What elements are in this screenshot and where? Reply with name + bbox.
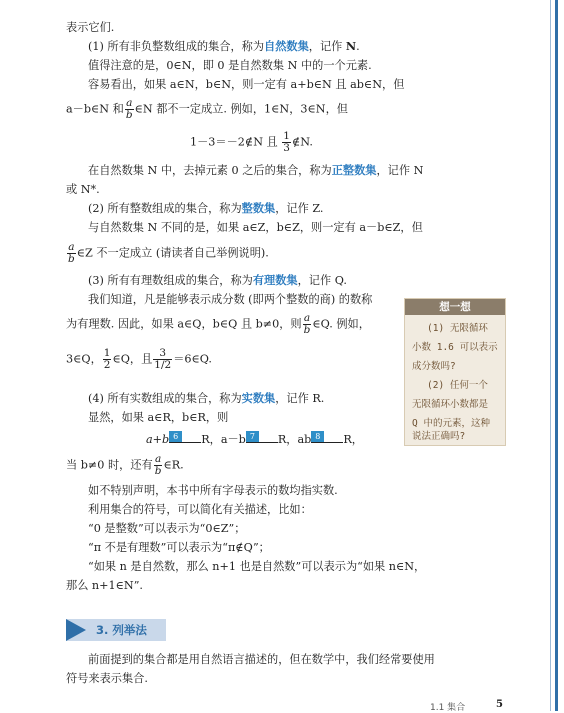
sidebar-line: 成分数吗?: [412, 361, 456, 372]
page-number: 5: [496, 699, 503, 710]
text-line: 那么 n+1∈N”.: [66, 579, 143, 592]
fraction: $\frac{a}{b}$: [303, 312, 311, 336]
fraction: $\frac{3}{1/2}$: [154, 347, 172, 371]
fraction: $\frac{1}{2}$: [103, 347, 111, 371]
fraction: $\frac{a}{b}$: [68, 241, 75, 265]
sidebar-line: 无限循环小数都是: [412, 399, 489, 410]
answer-blank[interactable]: [169, 430, 201, 443]
text-line: 值得注意的是，0∈N，即 0 是自然数集 N 中的一个元素.: [88, 59, 372, 72]
text-line: 为有理数. 因此，如果 a∈Q，b∈Q 且 b≠0，则 $\frac{a}{b}$ ∈Q. 例如，: [66, 312, 370, 336]
sidebar-line: (2) 任何一个: [427, 380, 488, 391]
answer-blank[interactable]: [311, 430, 343, 443]
text-line: a－b∈N 和 $\frac{a}{b}$ ∈N 都不一定成立. 例如，1∈N，3∈N，但: [66, 97, 348, 121]
text-line: 或 N*.: [66, 183, 100, 196]
text-line: 与自然数集 N 不同的是，如果 a∈Z，b∈Z，则一定有 a－b∈Z，但: [88, 221, 423, 234]
text-line: 3∈Q， $\frac{1}{2}$ ∈Q，且 $\frac{3}{1/2}$ ＝6∈Q.: [66, 347, 212, 371]
definition-reals: (4) 所有实数组成的集合，称为实数集，记作 R.: [88, 391, 325, 405]
definition-positive-integers: 在自然数集 N 中，去掉元素 0 之后的集合，称为正整数集，记作 N: [88, 163, 424, 177]
math-display: 1－3＝－2∉N 且 $\frac{1}{3}$ ∉N.: [190, 130, 313, 154]
fraction: $\frac{1}{3}$: [283, 130, 290, 154]
text-line: 表示它们.: [66, 21, 115, 34]
section-heading: [66, 619, 176, 641]
fill-in-line: a+b 6 R，a－b 7 R，ab 8 R，: [146, 432, 363, 446]
page-edge-rule-thin: [550, 0, 551, 711]
answer-blank[interactable]: [246, 430, 278, 443]
blank-icon: 6: [169, 431, 182, 442]
blank-icon: 7: [246, 431, 259, 442]
arrow-icon: [66, 619, 86, 641]
section-label: 3. 列举法: [96, 623, 147, 637]
definition-natural-numbers: (1) 所有非负整数组成的集合，称为自然数集，记作 N.: [88, 39, 360, 53]
text-line: 符号来表示集合.: [66, 672, 148, 685]
text-line: 如不特别声明，本书中所有字母表示的数均指实数.: [88, 484, 338, 497]
definition-rationals: (3) 所有有理数组成的集合，称为有理数集，记作 Q.: [88, 273, 347, 287]
text-line: “π 不是有理数”可以表示为“π∉Q”；: [88, 541, 270, 554]
text-line: “0 是整数”可以表示为“0∈Z”；: [88, 522, 246, 535]
sidebar-line: Q 中的元素，这种: [412, 418, 490, 429]
text-line: 利用集合的符号，可以简化有关描述，比如：: [88, 503, 312, 516]
sidebar-line: 说法正确吗?: [412, 431, 466, 442]
text-line: “如果 n 是自然数，那么 n+1 也是自然数”可以表示为“如果 n∈N，: [88, 560, 426, 573]
text-line: 我们知道，凡是能够表示成分数 (即两个整数的商) 的数称: [88, 293, 373, 306]
fraction: $\frac{a}{b}$: [154, 453, 162, 477]
think-about-it-box: [404, 298, 506, 446]
fraction: $\frac{a}{b}$: [125, 97, 133, 121]
page-edge-rule: [555, 0, 558, 711]
text-line: 显然，如果 a∈R，b∈R，则: [88, 411, 229, 424]
definition-integers: (2) 所有整数组成的集合，称为整数集，记作 Z.: [88, 201, 324, 215]
text-line: 容易看出，如果 a∈N，b∈N，则一定有 a+b∈N 且 ab∈N，但: [88, 78, 405, 91]
text-line: 当 b≠0 时，还有 $\frac{a}{b}$ ∈R.: [66, 453, 184, 477]
sidebar-title: 想一想: [405, 299, 505, 315]
blank-icon: 8: [311, 431, 324, 442]
text-line: 前面提到的集合都是用自然语言描述的，但在数学中，我们经常要使用: [88, 653, 435, 666]
text-line: $\frac{a}{b}$ ∈Z 不一定成立 (请读者自己举例说明).: [68, 241, 269, 265]
sidebar-line: (1) 无限循环: [427, 323, 488, 334]
running-footer: 1.1 集合: [430, 703, 466, 713]
sidebar-line: 小数 1.6 可以表示: [412, 342, 498, 353]
